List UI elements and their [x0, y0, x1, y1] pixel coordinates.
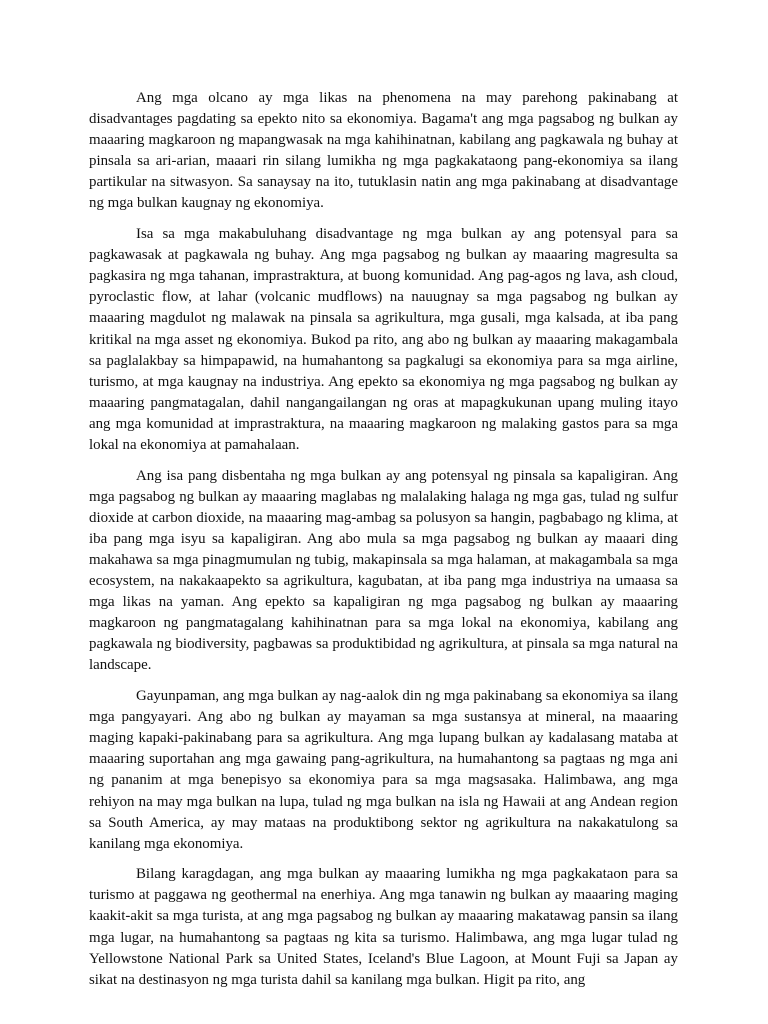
- paragraph-destruction: Isa sa mga makabuluhang disadvantage ng mga bulkan ay ang potensyal para sa pagkawasak at pagkawala ng buhay. Ang mga pagsabog ng bulkan ay maaaring magresulta sa pagkasira ng mga tahanan, imprastraktura, at buong komunidad. Ang pag-agos ng lava, ash cloud, pyroclastic flow, at lahar (volcanic mudflows) na nauugnay sa mga pagsabog ng bulkan ay maaaring magdulot ng malawak na pinsala sa agrikultura, mga gusali, mga kalsada, at iba pang kritikal na mga asset ng ekonomiya. Bukod pa rito, ang abo ng bulkan ay maaaring makagambala sa paglalakbay sa himpapawid, na humahantong sa pagkalugi sa ekonomiya para sa mga airline, turismo, at mga kaugnay na industriya. Ang epekto sa ekonomiya ng mga pagsabog ng bulkan ay maaaring pangmatagalan, dahil nangangailangan ng oras at mapagkukunan upang muling itayo ang mga komunidad at imprastraktura, na maaaring magkaroon ng malaking gastos para sa mga lokal na ekonomiya at pamahalaan.: [89, 226, 678, 453]
- essay-body: [89, 88, 678, 1000]
- paragraph-environment: Ang isa pang disbentaha ng mga bulkan ay ang potensyal ng pinsala sa kapaligiran. Ang mga pagsabog ng bulkan ay maaaring maglabas ng malalaking halaga ng mga gas, tulad ng sulfur dioxide at carbon dioxide, na maaaring mag-ambag sa polusyon sa hangin, pagbabago ng klima, at iba pang mga isyu sa kapaligiran. Ang abo mula sa mga pagsabog ng bulkan ay maaari ding makahawa sa mga pinagmumulan ng tubig, makapinsala sa mga halaman, at makagambala sa mga ecosystem, na nakakaapekto sa agrikultura, kagubatan, at iba pang mga industriya na umaasa sa mga likas na yaman. Ang epekto sa kapaligiran ng mga pagsabog ng bulkan ay maaaring magkaroon ng pangmatagalang kahihinatnan para sa mga lokal na ekonomiya, kabilang ang pagkawala ng biodiversity, pagbawas sa produktibidad ng agrikultura, at pinsala sa mga natural na landscape.: [89, 467, 678, 674]
- paragraph-agriculture: Gayunpaman, ang mga bulkan ay nag-aalok din ng mga pakinabang sa ekonomiya sa ilang mga pangyayari. Ang abo ng bulkan ay mayaman sa mga sustansya at mineral, na maaaring maging kapaki-pakinabang para sa agrikultura. Ang mga lupang bulkan ay kadalasang mataba at maaaring suportahan ang mga gawaing pang-agrikultura, na humahantong sa pagtaas ng mga ani ng pananim at mga benepisyo sa ekonomiya para sa mga magsasaka. Halimbawa, ang mga rehiyon na may mga bulkan na lupa, tulad ng mga bulkan na isla ng Hawaii at ang Andean region sa South America, ay may mataas na produktibong sektor ng agrikultura na nakakatulong sa kanilang mga ekonomiya.: [89, 688, 678, 852]
- paragraph-tourism: Bilang karagdagan, ang mga bulkan ay maaaring lumikha ng mga pagkakataon para sa turismo at paggawa ng geothermal na enerhiya. Ang mga tanawin ng bulkan ay maaaring maging kaakit-akit sa mga turista, at ang mga pagsabog ng bulkan ay maaaring makatawag pansin sa ilang mga lugar, na humahantong sa pagtaas ng kita sa turismo. Halimbawa, ang mga lugar tulad ng Yellowstone National Park sa United States, Iceland's Blue Lagoon, at Mount Fuji sa Japan ay sikat na destinasyon ng mga turista dahil sa kanilang mga bulkan. Higit pa rito, ang: [89, 866, 678, 988]
- paragraph-intro: Ang mga olcano ay mga likas na phenomena na may parehong pakinabang at disadvantages pagdating sa epekto nito sa ekonomiya. Bagama't ang mga pagsabog ng bulkan ay maaaring magkaroon ng mapangwasak na mga kahihinatnan, kabilang ang pagkawala ng buhay at pinsala sa ari-arian, maaari rin silang lumikha ng mga pagkakataong pang-ekonomiya sa ilang partikular na sitwasyon. Sa sanaysay na ito, tutuklasin natin ang mga pakinabang at disadvantage ng mga bulkan kaugnay ng ekonomiya.: [89, 90, 678, 212]
